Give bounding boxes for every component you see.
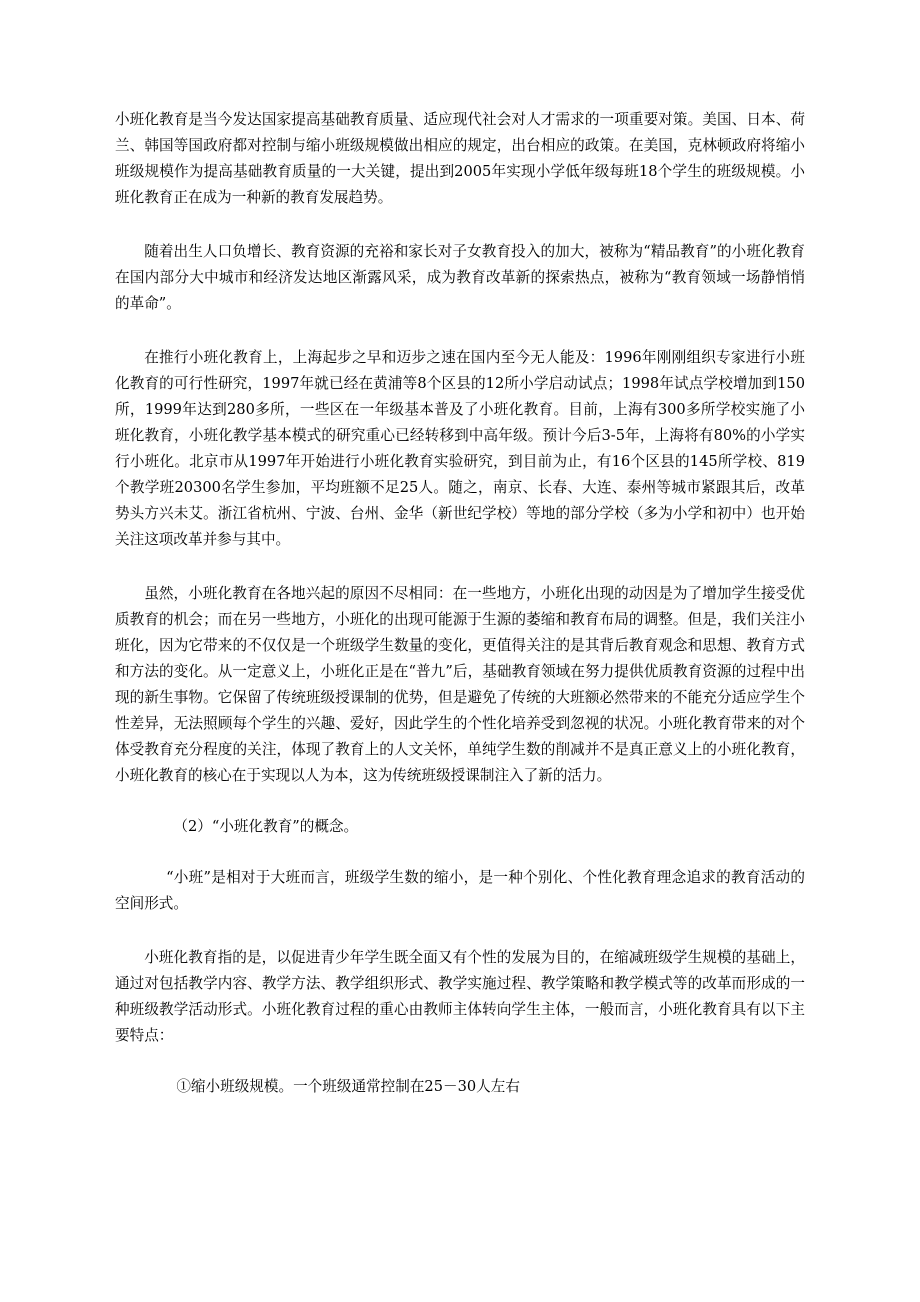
paragraph-shanghai-beijing-progress: 在推行小班化教育上，上海起步之早和迈步之速在国内至今无人能及：1996年刚刚组织专家进行小班化教育的可行性研究，1997年就已经在黄浦等8个区县的12所小学启动试点；1998年试点学校增加到150所，1999年达到280多所，一些区在一年级基本普及了小班化教育。目前，上海有300多所学校实施了小班化教育，小班化教学基本模式的研究重心已经转移到中高年级。预计今后3-5年，上海将有80%的小学实行小班化。北京市从1997年开始进行小班化教育实验研究，到目前为止，有16个区县的145所学校、819个教学班20300名学生参加，平均班额不足25人。随之，南京、长春、大连、泰州等城市紧跟其后，改革势头方兴未艾。浙江省杭州、宁波、台州、金华（新世纪学校）等地的部分学校（多为小学和初中）也开始关注这项改革并参与其中。 <box>115 349 805 548</box>
paragraph-boutique-education: 随着出生人口负增长、教育资源的充裕和家长对子女教育投入的加大，被称为“精品教育”的小班化教育在国内部分大中城市和经济发达地区渐露风采，成为教育改革新的探索热点，被称为“教育领域一场静悄悄的革命”。 <box>115 243 805 312</box>
section-heading-concept: （2）“小班化教育”的概念。 <box>173 818 359 835</box>
paragraph-small-class-education-definition: 小班化教育指的是，以促进青少年学生既全面又有个性的发展为目的，在缩减班级学生规模的基础上，通过对包括教学内容、教学方法、教学组织形式、教学实施过程、教学策略和教学模式等的改革而形成的一种班级教学活动形式。小班化教育过程的重心由教师主体转向学生主体，一般而言，小班化教育具有以下主要特点： <box>115 949 805 1044</box>
paragraph-small-class-intro: 小班化教育是当今发达国家提高基础教育质量、适应现代社会对人才需求的一项重要对策。美国、日本、荷兰、韩国等国政府都对控制与缩小班级规模做出相应的规定，出台相应的政策。在美国，克林顿政府将缩小班级规模作为提高基础教育质量的一大关键，提出到2005年实现小学低年级每班18个学生的班级规模。小班化教育正在成为一种新的教育发展趋势。 <box>115 111 805 206</box>
paragraph-reasons-and-significance: 虽然，小班化教育在各地兴起的原因不尽相同：在一些地方，小班化出现的动因是为了增加学生接受优质教育的机会；而在另一些地方，小班化的出现可能源于生源的萎缩和教育布局的调整。但是，我们关注小班化，因为它带来的不仅仅是一个班级学生数量的变化，更值得关注的是其背后教育观念和思想、教育方式和方法的变化。从一定意义上，小班化正是在“普九”后，基础教育领域在努力提供优质教育资源的过程中出现的新生事物。它保留了传统班级授课制的优势，但是避免了传统的大班额必然带来的不能充分适应学生个性差异，无法照顾每个学生的兴趣、爱好，因此学生的个性化培养受到忽视的状况。小班化教育带来的对个体受教育充分程度的关注，体现了教育上的人文关怀，单纯学生数的削减并不是真正意义上的小班化教育，小班化教育的核心在于实现以人为本，这为传统班级授课制注入了新的活力。 <box>115 585 805 784</box>
list-item-reduce-class-size: ①缩小班级规模。一个班级通常控制在25－30人左右 <box>176 1078 520 1095</box>
paragraph-small-class-definition: “小班”是相对于大班而言，班级学生数的缩小，是一种个别化、个性化教育理念追求的教育活动的空间形式。 <box>115 869 805 912</box>
document-body <box>115 107 805 1100</box>
